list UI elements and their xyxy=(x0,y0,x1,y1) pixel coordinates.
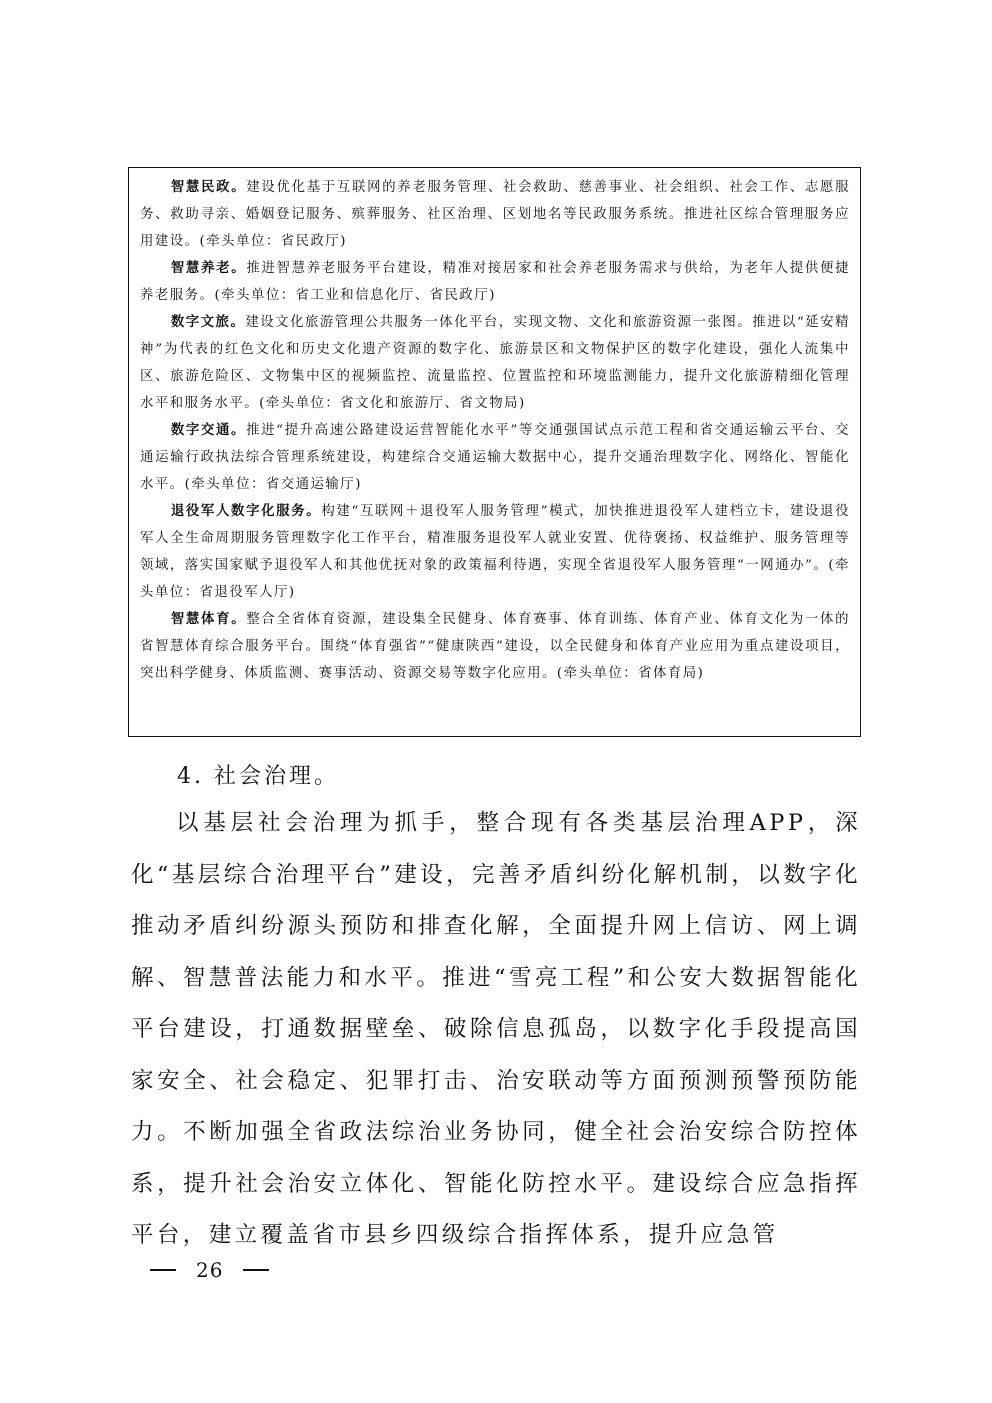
paragraph-text: 推进智慧养老服务平台建设，精准对接居家和社会养老服务需求与供给，为老年人提供便捷养老服务。(牵头单位：省工业和信息化厅、省民政厅) xyxy=(140,261,851,303)
paragraph-text: 整合全省体育资源，建设集全民健身、体育赛事、体育训练、体育产业、体育文化为一体的省智慧体育综合服务平台。围绕“体育强省”“健康陕西”建设，以全民健身和体育产业应用为重点建设项目，突出科学健身、体质监测、赛事活动、资源交易等数字化应用。(牵头单位：省体育局) xyxy=(140,612,851,681)
paragraph-lead: 智慧民政。 xyxy=(170,179,247,195)
footer-dash-left xyxy=(150,1269,176,1270)
box-paragraph xyxy=(140,309,850,417)
paragraph-lead: 智慧体育。 xyxy=(170,611,247,627)
paragraph-lead: 数字交通。 xyxy=(170,422,247,438)
paragraph-text: 推进“提升高速公路建设运营智能化水平”等交通强国试点示范工程和省交通运输云平台、交通运输行政执法综合管理系统建设，构建综合交通运输大数据中心，提升交通治理数字化、网络化、智能化水平。(牵头单位：省交通运输厅) xyxy=(140,423,850,492)
box-paragraph xyxy=(140,255,850,309)
main-body xyxy=(131,762,861,1262)
page-footer xyxy=(150,1258,269,1282)
paragraph-text: 建设优化基于互联网的养老服务管理、社会救助、慈善事业、社会组织、社会工作、志愿服务、救助寻亲、婚姻登记服务、殡葬服务、社区治理、区划地名等民政服务系统。推进社区综合管理服务应用建设。(牵头单位：省民政厅) xyxy=(140,180,851,249)
paragraph-lead: 智慧养老。 xyxy=(170,260,247,276)
paragraph-lead: 退役军人数字化服务。 xyxy=(170,503,322,519)
box-paragraph xyxy=(140,498,850,606)
box-paragraph xyxy=(140,417,850,498)
box-paragraph xyxy=(140,606,850,687)
paragraph-text: 建设文化旅游管理公共服务一体化平台，实现文物、文化和旅游资源一张图。推进以“延安精神”为代表的红色文化和历史文化遗产资源的数字化、旅游景区和文物保护区的数字化建设，强化人流集中区、旅游危险区、文物集中区的视频监控、流量监控、位置监控和环境监测能力，提升文化旅游精细化管理水平和服务水平。(牵头单位：省文化和旅游厅、省文物局) xyxy=(140,315,851,411)
box-paragraph xyxy=(140,174,850,255)
footer-dash-right xyxy=(243,1269,269,1270)
boxed-project-list xyxy=(128,167,861,737)
section-paragraph: 以基层社会治理为抓手，整合现有各类基层治理APP，深化“基层综合治理平台”建设，完善矛盾纠纷化解机制，以数字化推动矛盾纠纷源头预防和排查化解，全面提升网上信访、网上调解、智慧普法能力和水平。推进“雪亮工程”和公安大数据智能化平台建设，打通数据壁垒、破除信息孤岛，以数字化手段提高国家安全、社会稳定、犯罪打击、治安联动等方面预测预警预防能力。不断加强全省政法综治业务协同，健全社会治安综合防控体系，提升社会治安立体化、智能化防控水平。建设综合应急指挥平台，建立覆盖省市县乡四级综合指挥体系，提升应急管 xyxy=(131,810,861,1248)
page-number: 26 xyxy=(196,1258,224,1282)
paragraph-text: 构建“互联网＋退役军人服务管理”模式，加快推进退役军人建档立卡，建设退役军人全生命周期服务管理数字化工作平台，精准服务退役军人就业安置、优待褒扬、权益维护、服务管理等领域，落实国家赋予退役军人和其他优抚对象的政策福利待遇，实现全省退役军人服务管理“一网通办”。(牵头单位：省退役军人厅) xyxy=(140,504,850,600)
paragraph-lead: 数字文旅。 xyxy=(170,314,246,330)
section-heading: 4. 社会治理。 xyxy=(177,764,339,789)
